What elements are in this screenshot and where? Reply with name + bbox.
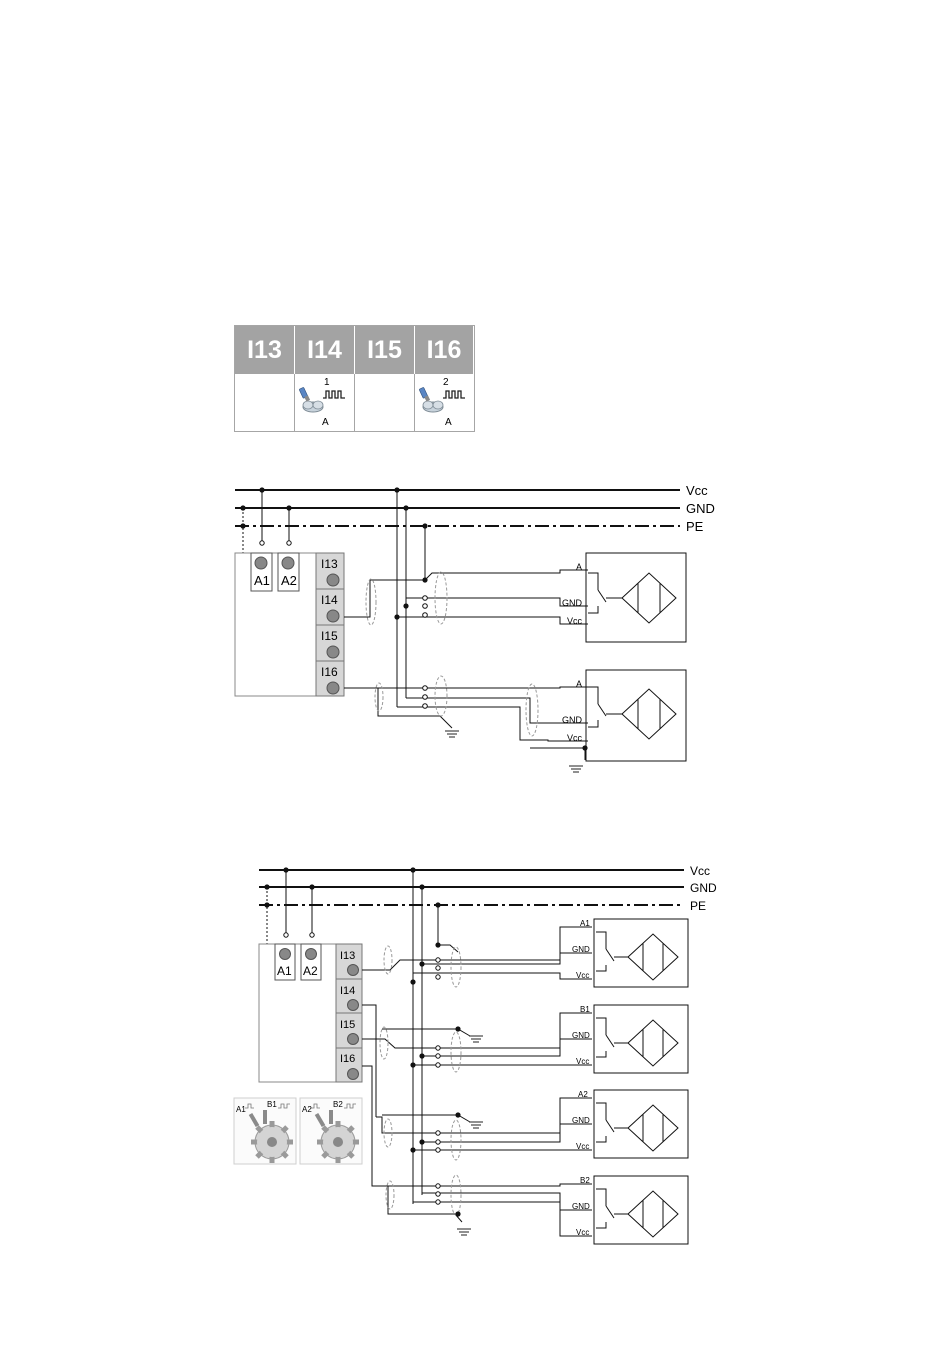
terminal-header-i15: I15 bbox=[355, 326, 415, 374]
pulse-signal-icon bbox=[443, 391, 465, 398]
input-label-i14: I14 bbox=[340, 985, 356, 997]
encoder-label-b: B1 bbox=[267, 1100, 277, 1109]
input-label-i15: I15 bbox=[340, 1019, 356, 1031]
sensor-gnd-label: GND bbox=[572, 1202, 590, 1211]
channel-index: 2 bbox=[443, 377, 449, 388]
input-label-i15: I15 bbox=[321, 629, 338, 643]
sensor-vcc-label: Vcc bbox=[576, 971, 590, 980]
rail-label-pe: PE bbox=[686, 519, 704, 534]
sensor-vcc-label: Vcc bbox=[576, 1057, 590, 1066]
channel-index: 1 bbox=[324, 377, 330, 388]
gear-icon bbox=[251, 1121, 293, 1163]
proximity-sensor-icon bbox=[299, 387, 323, 412]
sensor-output-label: A bbox=[576, 679, 583, 689]
encoder-label-a: A1 bbox=[236, 1105, 246, 1114]
channel-mode: A bbox=[445, 417, 452, 428]
sensor-gnd-label: GND bbox=[562, 598, 582, 608]
power-terminal-label: A1 bbox=[254, 573, 270, 588]
power-terminal-label: A1 bbox=[277, 964, 292, 978]
encoder-label-b: B2 bbox=[333, 1100, 343, 1109]
terminal-header-i16: I16 bbox=[415, 326, 474, 374]
rail-label-gnd: GND bbox=[690, 881, 717, 895]
pulse-signal-icon bbox=[323, 391, 345, 398]
terminal-header-i14: I14 bbox=[295, 326, 355, 374]
sensor-output-label: A1 bbox=[580, 919, 590, 928]
sensor-gnd-label: GND bbox=[572, 945, 590, 954]
sensor-gnd-label: GND bbox=[572, 1031, 590, 1040]
sensor-vcc-label: Vcc bbox=[576, 1228, 590, 1237]
gear-icon bbox=[317, 1121, 359, 1163]
sensor-output-label: A2 bbox=[578, 1090, 588, 1099]
input-label-i13: I13 bbox=[340, 950, 356, 962]
input-label-i13: I13 bbox=[321, 557, 338, 571]
rail-label-gnd: GND bbox=[686, 501, 715, 516]
input-label-i14: I14 bbox=[321, 593, 338, 607]
rail-label-pe: PE bbox=[690, 899, 707, 913]
rail-label-vcc: Vcc bbox=[690, 864, 711, 878]
sensor-output-label: B1 bbox=[580, 1005, 590, 1014]
sensor-vcc-label: Vcc bbox=[567, 616, 583, 626]
channel-mode: A bbox=[322, 417, 329, 428]
wiring-diagram-single-channel bbox=[0, 480, 950, 780]
input-label-i16: I16 bbox=[321, 665, 338, 679]
terminal-cell-i16 bbox=[415, 374, 474, 431]
sensor-output-label: B2 bbox=[580, 1176, 590, 1185]
terminal-cell-i15 bbox=[355, 374, 415, 431]
proximity-sensor-icon bbox=[419, 387, 443, 412]
power-terminal-label: A2 bbox=[281, 573, 297, 588]
wiring-diagram-dual-encoder bbox=[0, 860, 950, 1250]
terminal-cell-i14 bbox=[295, 374, 355, 431]
sensor-output-label: A bbox=[576, 562, 583, 572]
terminal-table bbox=[234, 325, 475, 432]
rail-label-vcc: Vcc bbox=[686, 483, 708, 498]
sensor-vcc-label: Vcc bbox=[576, 1142, 590, 1151]
encoder-label-a: A2 bbox=[302, 1105, 312, 1114]
sensor-gnd-label: GND bbox=[572, 1116, 590, 1125]
sensor-gnd-label: GND bbox=[562, 715, 582, 725]
input-label-i16: I16 bbox=[340, 1053, 356, 1065]
sensor-vcc-label: Vcc bbox=[567, 733, 583, 743]
terminal-header-i13: I13 bbox=[235, 326, 295, 374]
power-terminal-label: A2 bbox=[303, 964, 318, 978]
terminal-cell-i13 bbox=[235, 374, 295, 431]
